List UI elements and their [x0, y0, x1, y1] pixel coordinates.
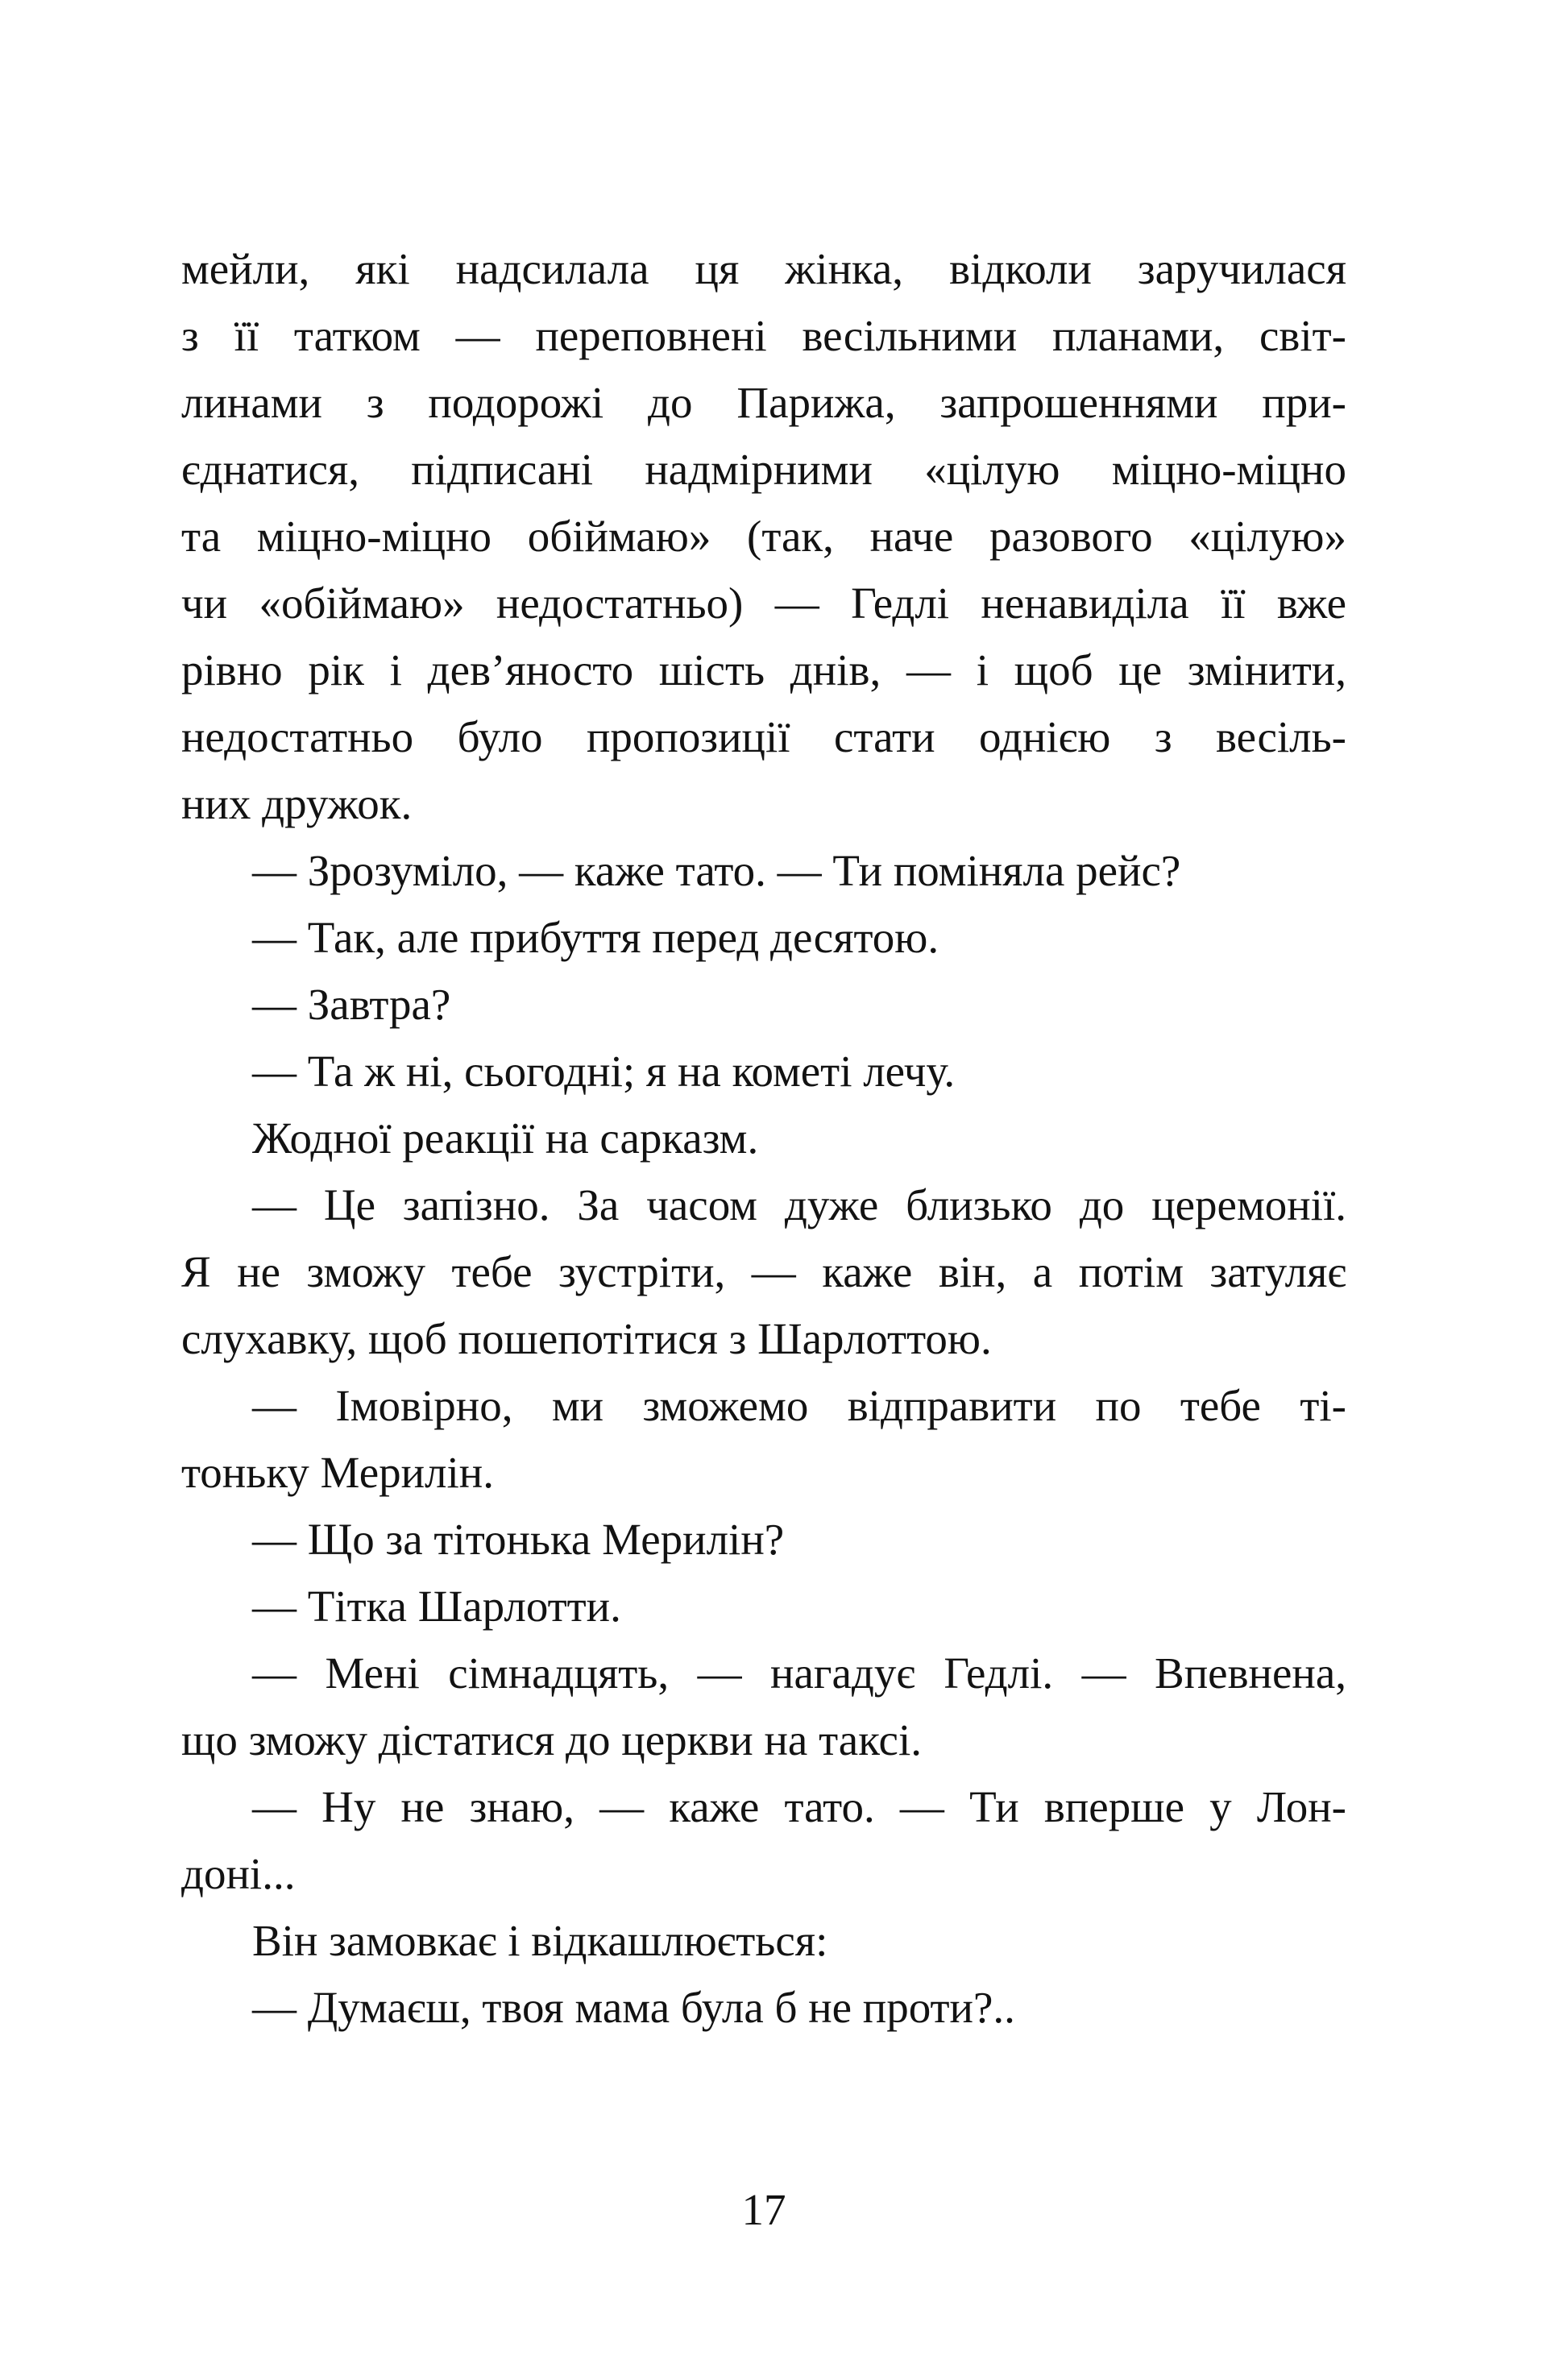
text-line-dialogue: — Мені сімнадцять, — нагадує Гедлі. — Впевнена, — [252, 1648, 1346, 1698]
text-line-dialogue: — Завтра? — [252, 980, 451, 1029]
text-line: доні... — [181, 1849, 296, 1898]
text-line-dialogue: — Так, але прибуття перед десятою. — [252, 913, 939, 962]
text-line-dialogue: — Ну не знаю, — каже тато. — Ти вперше у Лон- — [252, 1782, 1346, 1831]
text-line-dialogue: — Зрозуміло, — каже тато. — Ти поміняла рейс? — [252, 846, 1181, 895]
text-line: Я не зможу тебе зустріти, — каже він, а потім затуляє — [181, 1247, 1346, 1296]
text-line: Жодної реакції на сарказм. — [252, 1113, 759, 1163]
text-line: линами з подорожі до Парижа, запрошеннями при- — [181, 378, 1346, 427]
text-line-dialogue: — Що за тітонька Мерилін? — [252, 1515, 785, 1564]
page-text-block — [181, 235, 1346, 2041]
text-line-dialogue: — Імовірно, ми зможемо відправити по тебе ті- — [252, 1381, 1346, 1430]
text-line: недостатньо було пропозиції стати однією з весіль- — [181, 712, 1346, 761]
text-line-dialogue: — Думаєш, твоя мама була б не проти?.. — [252, 1983, 1015, 2032]
text-line: Він замовкає і відкашлюється: — [252, 1916, 828, 1965]
text-line: них дружок. — [181, 779, 413, 828]
text-line: що зможу дістатися до церкви на таксі. — [181, 1715, 922, 1764]
text-line: єднатися, підписані надмірними «цілую міцно-міцно — [181, 445, 1346, 494]
text-line: чи «обіймаю» недостатньо) — Гедлі ненавиділа її вже — [181, 578, 1346, 628]
text-line-dialogue: — Та ж ні, сьогодні; я на кометі лечу. — [252, 1047, 956, 1096]
text-line: тоньку Мерилін. — [181, 1448, 494, 1497]
text-line-dialogue: — Це запізно. За часом дуже близько до церемонії. — [252, 1180, 1346, 1229]
text-line: мейли, які надсилала ця жінка, відколи заручилася — [181, 244, 1346, 293]
text-line: з її татком — переповнені весільними планами, світ- — [181, 311, 1346, 360]
text-line: слухавку, щоб пошепотітися з Шарлоттою. — [181, 1314, 992, 1363]
text-line-dialogue: — Тітка Шарлотти. — [252, 1582, 621, 1631]
text-line: рівно рік і дев’яносто шість днів, — і щоб це змінити, — [181, 645, 1346, 695]
page-number: 17 — [741, 2185, 786, 2234]
text-line: та міцно-міцно обіймаю» (так, наче разового «цілую» — [181, 512, 1346, 561]
